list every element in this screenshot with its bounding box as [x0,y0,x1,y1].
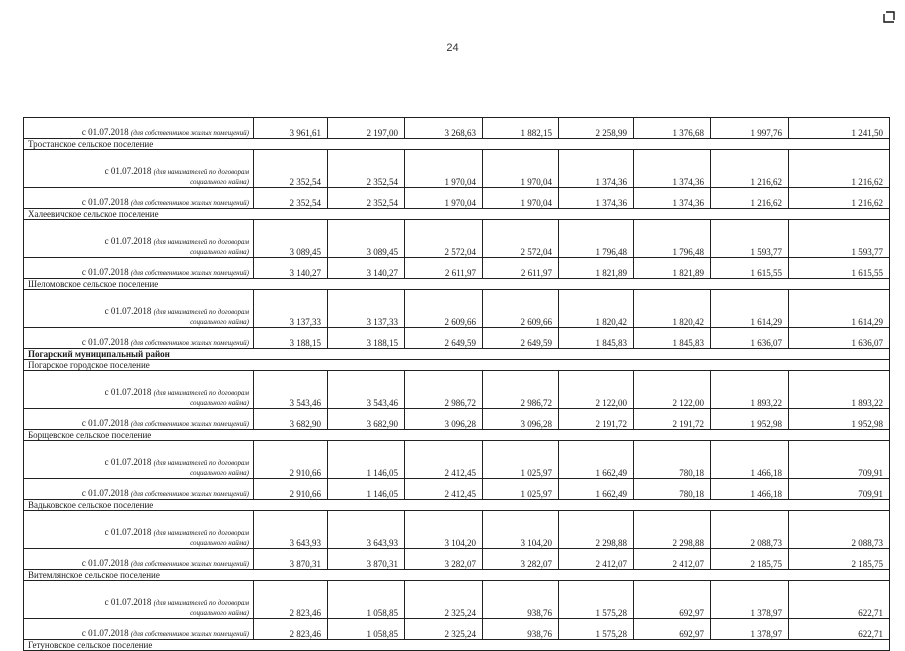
tariff-value-cell: 3 961,61 [254,118,328,139]
tariff-value-cell: 2 910,66 [254,441,328,479]
tariff-value-cell: 2 823,46 [254,619,328,640]
row-label-line [28,387,249,398]
row-label-cell [24,188,254,209]
tariff-value-cell: 1 970,04 [405,150,483,188]
row-label-line [28,597,249,608]
tariff-value-cell: 1 952,98 [711,409,789,430]
table-row [24,371,890,409]
tariff-value-cell: 1 796,48 [559,220,634,258]
row-label-cell [24,549,254,570]
tariff-value-cell: 1 882,15 [483,118,559,139]
table-row [24,360,890,371]
tariff-value-cell: 1 374,36 [634,150,711,188]
tariff-value-cell: 1 615,55 [711,258,789,279]
settlement-heading: Борщевское сельское поселение [24,430,890,441]
tariff-value-cell: 2 412,45 [405,479,483,500]
row-note: (для собственников жилых помещений) [130,339,249,347]
row-label-cell [24,619,254,640]
tariff-value-cell: 3 682,90 [328,409,405,430]
tariff-value-cell: 3 643,93 [328,511,405,549]
row-note: (для собственников жилых помещений) [130,490,249,498]
tariff-value-cell: 3 188,15 [254,328,328,349]
tariff-value-cell: 1 374,36 [634,188,711,209]
row-note: (для собственников жилых помещений) [130,630,249,638]
row-date: с 01.07.2018 [104,387,152,397]
table-row [24,279,890,290]
tariff-table [23,117,890,651]
tariff-value-cell: 1 820,42 [634,290,711,328]
tariff-value-cell: 692,97 [634,619,711,640]
tariff-value-cell: 1 662,49 [559,479,634,500]
table-row [24,139,890,150]
row-date: с 01.07.2018 [81,488,129,498]
tariff-value-cell: 2 412,45 [405,441,483,479]
table-row [24,209,890,220]
tariff-value-cell: 3 137,33 [254,290,328,328]
row-label-line [28,527,249,538]
row-note: (для собственников жилых помещений) [130,129,249,137]
row-date: с 01.07.2018 [104,457,152,467]
tariff-value-cell: 2 352,54 [328,150,405,188]
row-date: с 01.07.2018 [81,337,129,347]
row-label-line [28,306,249,317]
tariff-value-cell: 1 593,77 [789,220,890,258]
row-note: (для нанимателей по договорам [153,459,249,467]
tariff-value-cell: 1 952,98 [789,409,890,430]
table-body [24,118,890,651]
tariff-value-cell: 1 025,97 [483,441,559,479]
table-row [24,581,890,619]
tariff-value-cell: 1 893,22 [711,371,789,409]
tariff-value-cell: 1 970,04 [483,188,559,209]
settlement-heading: Халеевичское сельское поселение [24,209,890,220]
tariff-value-cell: 1 058,85 [328,619,405,640]
row-label-line [28,236,249,247]
tariff-value-cell: 2 649,59 [405,328,483,349]
row-date: с 01.07.2018 [81,127,129,137]
tariff-value-cell: 1 845,83 [559,328,634,349]
row-note-continued: социального найма) [190,248,249,256]
tariff-value-cell: 3 140,27 [328,258,405,279]
tariff-value-cell: 622,71 [789,619,890,640]
tariff-value-cell: 3 643,93 [254,511,328,549]
row-note: (для нанимателей по договорам [153,599,249,607]
row-label-cell [24,441,254,479]
settlement-heading: Вадьковское сельское поселение [24,500,890,511]
tariff-value-cell: 2 122,00 [634,371,711,409]
settlement-heading: Погарское городское поселение [24,360,890,371]
row-label-line [28,628,249,639]
tariff-value-cell: 1 216,62 [789,150,890,188]
settlement-heading: Витемлянское сельское поселение [24,570,890,581]
tariff-value-cell: 1 970,04 [405,188,483,209]
tariff-value-cell: 1 146,05 [328,479,405,500]
tariff-value-cell: 2 572,04 [405,220,483,258]
tariff-value-cell: 1 821,89 [634,258,711,279]
row-note: (для собственников жилых помещений) [130,420,249,428]
row-label-cell [24,118,254,139]
row-date: с 01.07.2018 [81,197,129,207]
tariff-value-cell: 1 614,29 [711,290,789,328]
tariff-value-cell: 1 796,48 [634,220,711,258]
tariff-value-cell: 1 575,28 [559,619,634,640]
row-date: с 01.07.2018 [104,236,152,246]
table-row [24,188,890,209]
tariff-value-cell: 1 058,85 [328,581,405,619]
tariff-value-cell: 1 636,07 [789,328,890,349]
row-note-continued: социального найма) [190,178,249,186]
tariff-value-cell: 2 088,73 [789,511,890,549]
table-row [24,118,890,139]
corner-mark-icon [883,11,895,23]
tariff-value-cell: 2 122,00 [559,371,634,409]
tariff-value-cell: 1 636,07 [711,328,789,349]
tariff-value-cell: 3 682,90 [254,409,328,430]
tariff-value-cell: 780,18 [634,441,711,479]
row-date: с 01.07.2018 [104,597,152,607]
tariff-value-cell: 2 649,59 [483,328,559,349]
row-label-line [28,267,249,278]
tariff-value-cell: 3 096,28 [483,409,559,430]
table-row [24,549,890,570]
tariff-value-cell: 3 870,31 [328,549,405,570]
row-date: с 01.07.2018 [104,527,152,537]
tariff-value-cell: 709,91 [789,479,890,500]
row-label-line [28,488,249,499]
row-label-cell [24,150,254,188]
row-note: (для нанимателей по договорам [153,389,249,397]
tariff-table-container [23,117,889,651]
tariff-value-cell: 2 823,46 [254,581,328,619]
tariff-value-cell: 2 986,72 [483,371,559,409]
tariff-value-cell: 1 376,68 [634,118,711,139]
tariff-value-cell: 3 140,27 [254,258,328,279]
tariff-value-cell: 1 845,83 [634,328,711,349]
tariff-value-cell: 2 412,07 [634,549,711,570]
row-label-cell [24,409,254,430]
tariff-value-cell: 1 893,22 [789,371,890,409]
tariff-value-cell: 3 268,63 [405,118,483,139]
tariff-value-cell: 2 910,66 [254,479,328,500]
table-row [24,409,890,430]
row-date: с 01.07.2018 [104,306,152,316]
tariff-value-cell: 709,91 [789,441,890,479]
tariff-value-cell: 1 216,62 [711,188,789,209]
tariff-value-cell: 1 615,55 [789,258,890,279]
settlement-heading: Тростанское сельское поселение [24,139,890,150]
tariff-value-cell: 1 970,04 [483,150,559,188]
row-label-cell [24,371,254,409]
row-date: с 01.07.2018 [81,628,129,638]
row-date: с 01.07.2018 [81,558,129,568]
table-row [24,441,890,479]
tariff-value-cell: 2 298,88 [634,511,711,549]
tariff-value-cell: 1 378,97 [711,619,789,640]
tariff-value-cell: 2 609,66 [483,290,559,328]
settlement-heading: Шеломовское сельское поселение [24,279,890,290]
tariff-value-cell: 2 298,88 [559,511,634,549]
tariff-value-cell: 1 378,97 [711,581,789,619]
row-label-line [28,166,249,177]
tariff-value-cell: 2 352,54 [254,188,328,209]
tariff-value-cell: 2 258,99 [559,118,634,139]
table-row [24,570,890,581]
row-label-line [28,337,249,348]
tariff-value-cell: 2 352,54 [328,188,405,209]
page-number: 24 [446,42,459,54]
tariff-value-cell: 2 197,00 [328,118,405,139]
tariff-value-cell: 1 241,50 [789,118,890,139]
tariff-value-cell: 938,76 [483,619,559,640]
tariff-value-cell: 2 412,07 [559,549,634,570]
row-note: (для собственников жилых помещений) [130,199,249,207]
tariff-value-cell: 1 997,76 [711,118,789,139]
row-label-cell [24,328,254,349]
table-row [24,640,890,651]
row-label-cell [24,220,254,258]
tariff-value-cell: 1 575,28 [559,581,634,619]
row-label-cell [24,258,254,279]
tariff-value-cell: 2 185,75 [711,549,789,570]
row-label-cell [24,290,254,328]
table-row [24,619,890,640]
row-label-line [28,127,249,138]
row-note: (для собственников жилых помещений) [130,560,249,568]
tariff-value-cell: 2 191,72 [634,409,711,430]
tariff-value-cell: 3 096,28 [405,409,483,430]
row-label-cell [24,581,254,619]
tariff-value-cell: 1 821,89 [559,258,634,279]
row-label-line [28,457,249,468]
tariff-value-cell: 1 374,36 [559,188,634,209]
row-note: (для нанимателей по договорам [153,308,249,316]
tariff-value-cell: 1 216,62 [711,150,789,188]
row-date: с 01.07.2018 [81,267,129,277]
tariff-value-cell: 3 282,07 [405,549,483,570]
tariff-value-cell: 3 543,46 [254,371,328,409]
tariff-value-cell: 1 614,29 [789,290,890,328]
row-date: с 01.07.2018 [81,418,129,428]
row-note-continued: социального найма) [190,609,249,617]
row-note-continued: социального найма) [190,539,249,547]
tariff-value-cell: 1 466,18 [711,441,789,479]
tariff-value-cell: 780,18 [634,479,711,500]
row-note-continued: социального найма) [190,399,249,407]
table-row [24,479,890,500]
tariff-value-cell: 3 137,33 [328,290,405,328]
tariff-value-cell: 3 089,45 [254,220,328,258]
tariff-value-cell: 1 146,05 [328,441,405,479]
tariff-value-cell: 1 820,42 [559,290,634,328]
tariff-value-cell: 2 352,54 [254,150,328,188]
row-note: (для нанимателей по договорам [153,168,249,176]
table-row [24,328,890,349]
row-label-cell [24,479,254,500]
district-heading: Погарский муниципальный район [24,349,890,360]
tariff-value-cell: 2 191,72 [559,409,634,430]
tariff-value-cell: 3 089,45 [328,220,405,258]
tariff-value-cell: 692,97 [634,581,711,619]
tariff-value-cell: 1 025,97 [483,479,559,500]
tariff-value-cell: 3 543,46 [328,371,405,409]
table-row [24,511,890,549]
tariff-value-cell: 2 986,72 [405,371,483,409]
settlement-heading: Гетуновское сельское поселение [24,640,890,651]
tariff-value-cell: 938,76 [483,581,559,619]
tariff-value-cell: 1 593,77 [711,220,789,258]
tariff-value-cell: 2 185,75 [789,549,890,570]
row-label-line [28,197,249,208]
table-row [24,220,890,258]
tariff-value-cell: 2 325,24 [405,581,483,619]
tariff-value-cell: 2 325,24 [405,619,483,640]
table-row [24,258,890,279]
table-row [24,150,890,188]
row-note-continued: социального найма) [190,469,249,477]
tariff-value-cell: 622,71 [789,581,890,619]
tariff-value-cell: 2 611,97 [405,258,483,279]
tariff-value-cell: 1 466,18 [711,479,789,500]
tariff-value-cell: 1 662,49 [559,441,634,479]
tariff-value-cell: 1 216,62 [789,188,890,209]
tariff-value-cell: 2 572,04 [483,220,559,258]
row-note: (для нанимателей по договорам [153,529,249,537]
row-note: (для собственников жилых помещений) [130,269,249,277]
table-row [24,290,890,328]
table-row [24,500,890,511]
row-label-line [28,558,249,569]
row-date: с 01.07.2018 [104,166,152,176]
tariff-value-cell: 2 611,97 [483,258,559,279]
table-row [24,349,890,360]
tariff-value-cell: 3 870,31 [254,549,328,570]
row-label-cell [24,511,254,549]
tariff-value-cell: 1 374,36 [559,150,634,188]
row-label-line [28,418,249,429]
tariff-value-cell: 2 088,73 [711,511,789,549]
tariff-value-cell: 2 609,66 [405,290,483,328]
row-note-continued: социального найма) [190,318,249,326]
tariff-value-cell: 3 188,15 [328,328,405,349]
tariff-value-cell: 3 104,20 [483,511,559,549]
row-note: (для нанимателей по договорам [153,238,249,246]
table-row [24,430,890,441]
tariff-value-cell: 3 282,07 [483,549,559,570]
tariff-value-cell: 3 104,20 [405,511,483,549]
